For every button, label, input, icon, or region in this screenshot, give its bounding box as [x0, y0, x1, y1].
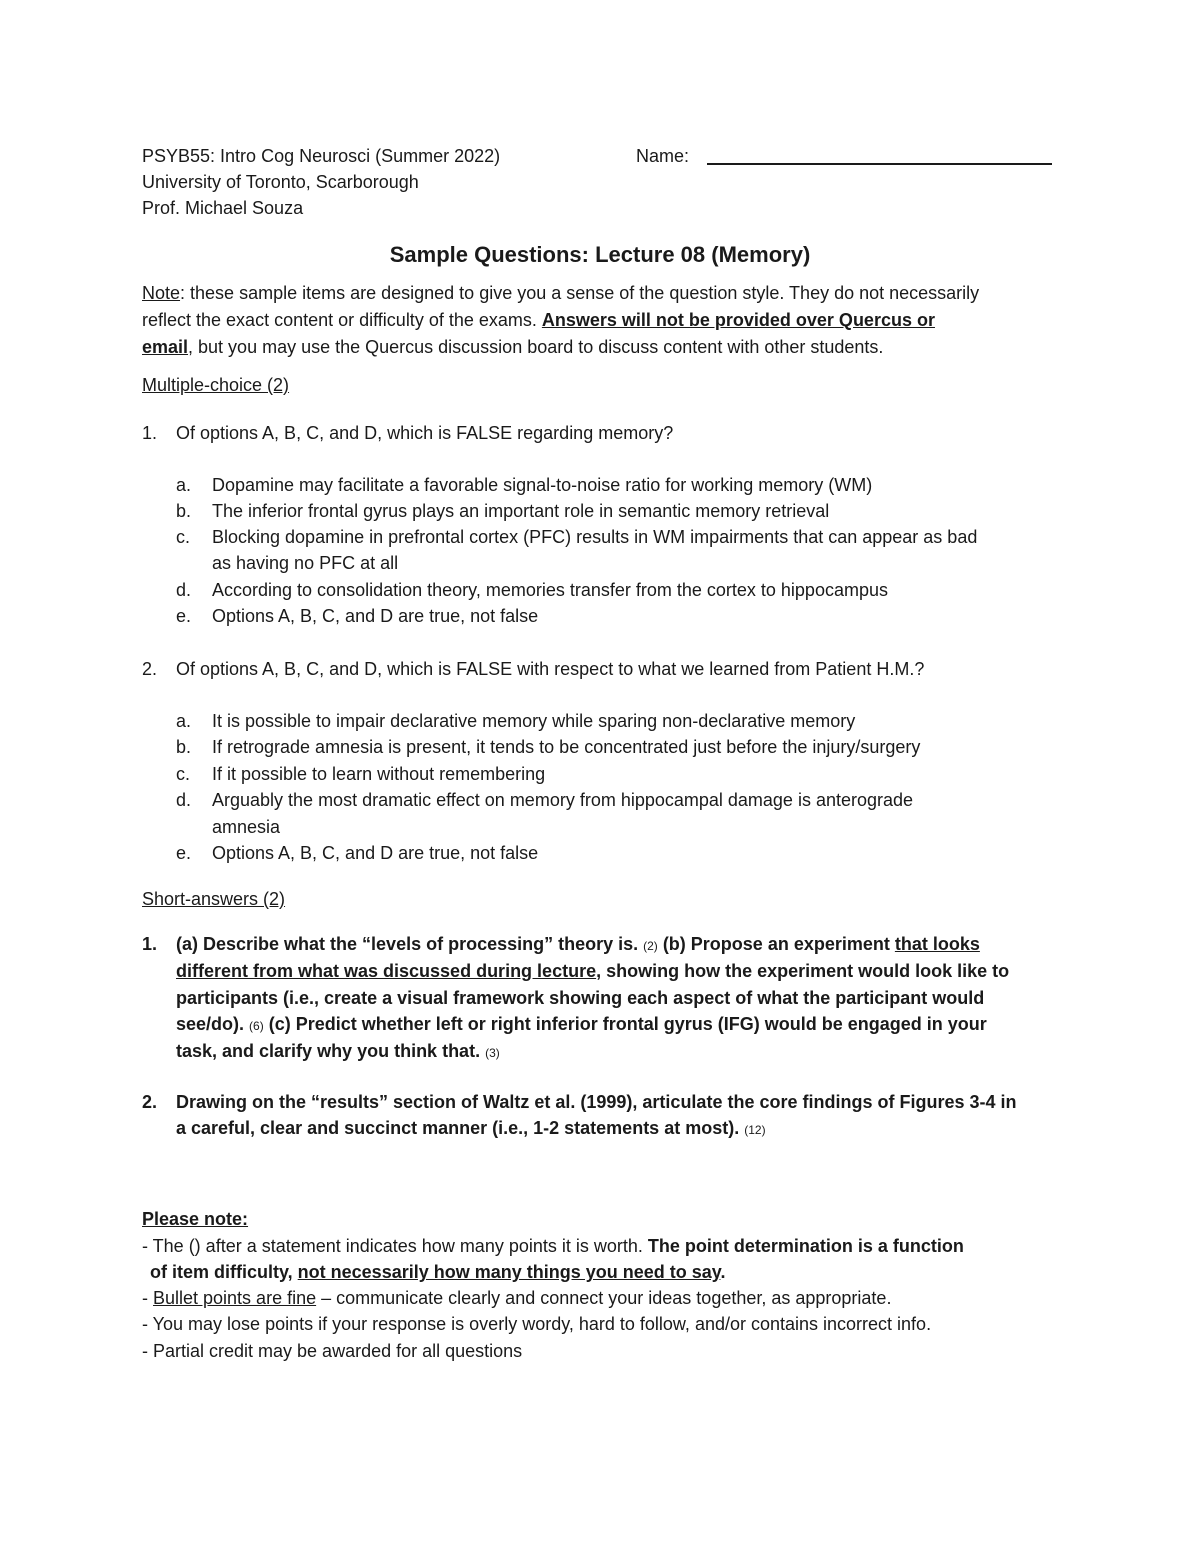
note-bullet-3: - You may lose points if your response is overly wordy, hard to follow, and/or contains incorrect info. — [142, 1314, 932, 1334]
note-bullet-2: - Bullet points are fine – communicate clearly and connect your ideas together, as appropriate. — [142, 1288, 892, 1308]
points-label: (3) — [485, 1046, 500, 1060]
mc-q2-option-letter: a. — [176, 711, 192, 731]
mc-q2-option-letter: e. — [176, 843, 192, 863]
sa-q2-line-2: a careful, clear and succinct manner (i.e., 1-2 statements at most). (12) — [176, 1118, 766, 1138]
mc-q1-number: 1. — [142, 423, 158, 443]
mc-q2-option-text: It is possible to impair declarative memory while sparing non-declarative memory — [212, 711, 856, 731]
mc-q1-option-text: Blocking dopamine in prefrontal cortex (PFC) results in WM impairments that can appear as bad — [212, 527, 978, 547]
points-label: (6) — [249, 1019, 264, 1033]
page-title: Sample Questions: Lecture 08 (Memory) — [389, 242, 811, 267]
mc-q2-option-text: Options A, B, C, and D are true, not false — [212, 843, 539, 863]
mc-q1-option-letter: c. — [176, 527, 191, 547]
mc-q1-option-letter: e. — [176, 606, 192, 626]
mc-q1-option-letter: a. — [176, 475, 192, 495]
points-label: (12) — [744, 1123, 766, 1137]
mc-q2-option-text: Arguably the most dramatic effect on memory from hippocampal damage is anterograde — [212, 790, 914, 810]
sa-q2-line-1: Drawing on the “results” section of Waltz et al. (1999), articulate the core findings of Figures 3-4 in — [176, 1092, 1017, 1112]
sa-q1-number: 1. — [142, 934, 158, 954]
mc-q2-option-letter: c. — [176, 764, 191, 784]
note-bullet-1: - The () after a statement indicates how many points it is worth. The point determination is a function — [142, 1236, 964, 1256]
mc-q1-option-text: Options A, B, C, and D are true, not false — [212, 606, 539, 626]
name-label: Name: — [636, 146, 690, 166]
sa-heading: Short-answers (2) — [142, 889, 286, 909]
mc-q2-option-letter: d. — [176, 790, 192, 810]
note-bullet-1-cont: of item difficulty, not necessarily how many things you need to say. — [150, 1262, 726, 1282]
note-line-1: Note: these sample items are designed to give you a sense of the question style. They do not necessarily — [142, 283, 980, 303]
points-label: (2) — [643, 939, 658, 953]
note-bullet-4: - Partial credit may be awarded for all questions — [142, 1341, 523, 1361]
mc-q1-option-letter: d. — [176, 580, 192, 600]
note-emphasis: Answers will not be provided over Quercus or — [541, 310, 935, 330]
please-note-heading: Please note: — [142, 1209, 249, 1229]
mc-q2-option-text: If retrograde amnesia is present, it tends to be concentrated just before the injury/surgery — [212, 737, 921, 757]
name-blank-line — [707, 163, 1052, 165]
sa-q1-line-5: task, and clarify why you think that. (3) — [176, 1041, 500, 1061]
professor-name: Prof. Michael Souza — [142, 198, 304, 218]
sa-q1-line-3: participants (i.e., create a visual framework showing each aspect of what the participant would — [176, 988, 985, 1008]
mc-heading: Multiple-choice (2) — [142, 375, 290, 395]
mc-q2-option-text: If it possible to learn without remembering — [212, 764, 546, 784]
sa-q1-line-1: (a) Describe what the “levels of processing” theory is. (2) (b) Propose an experiment that looks — [176, 934, 980, 954]
mc-q1-text: Of options A, B, C, and D, which is FALSE regarding memory? — [176, 423, 674, 443]
university-name: University of Toronto, Scarborough — [142, 172, 419, 192]
course-title: PSYB55: Intro Cog Neurosci (Summer 2022) — [142, 146, 501, 166]
note-line-3: email, but you may use the Quercus discussion board to discuss content with other students. — [142, 337, 884, 357]
mc-q1-option-letter: b. — [176, 501, 192, 521]
mc-q1-option-text: The inferior frontal gyrus plays an important role in semantic memory retrieval — [212, 501, 830, 521]
mc-q2-option-letter: b. — [176, 737, 192, 757]
sa-q1-line-4: see/do). (6) (c) Predict whether left or right inferior frontal gyrus (IFG) would be engaged in your — [176, 1014, 987, 1034]
sa-q1-line-2: different from what was discussed during lecture, showing how the experiment would look like to — [176, 961, 1010, 981]
sa-q2-number: 2. — [142, 1092, 158, 1112]
mc-q1-option-text: as having no PFC at all — [212, 553, 399, 573]
mc-q1-option-text: According to consolidation theory, memories transfer from the cortex to hippocampus — [212, 580, 888, 600]
note-line-2: reflect the exact content or difficulty of the exams. Answers will not be provided over Quercus or — [142, 310, 935, 330]
mc-q2-option-text: amnesia — [212, 817, 281, 837]
note-label: Note — [142, 283, 181, 303]
mc-q1-option-text: Dopamine may facilitate a favorable signal-to-noise ratio for working memory (WM) — [212, 475, 873, 495]
mc-q2-number: 2. — [142, 659, 158, 679]
mc-q2-text: Of options A, B, C, and D, which is FALSE with respect to what we learned from Patient H.M.? — [176, 659, 925, 679]
